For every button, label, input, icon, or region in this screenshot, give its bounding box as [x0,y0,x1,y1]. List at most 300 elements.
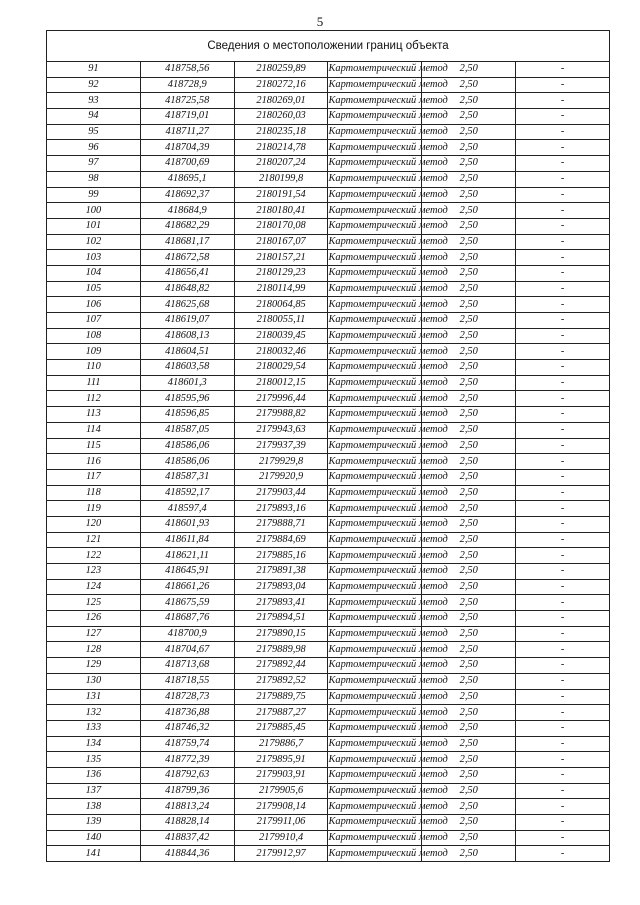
cell-method: Картометрический метод [328,595,422,611]
cell-note: - [516,548,610,564]
cell-coord-y: 2179892,44 [234,658,328,674]
cell-accuracy: 2,50 [422,579,516,595]
cell-accuracy: 2,50 [422,391,516,407]
cell-note: - [516,469,610,485]
cell-accuracy: 2,50 [422,62,516,78]
cell-method: Картометрический метод [328,830,422,846]
cell-coord-y: 2179884,69 [234,532,328,548]
cell-method: Картометрический метод [328,846,422,862]
cell-method: Картометрический метод [328,265,422,281]
cell-point-number: 129 [47,658,141,674]
cell-coord-y: 2179885,16 [234,548,328,564]
cell-coord-y: 2180214,78 [234,140,328,156]
cell-point-number: 97 [47,156,141,172]
cell-coord-y: 2180191,54 [234,187,328,203]
cell-method: Картометрический метод [328,548,422,564]
cell-point-number: 138 [47,799,141,815]
cell-coord-x: 418718,55 [140,673,234,689]
cell-coord-x: 418645,91 [140,564,234,580]
cell-coord-y: 2179911,06 [234,815,328,831]
cell-accuracy: 2,50 [422,156,516,172]
table-row [47,658,610,674]
cell-note: - [516,124,610,140]
cell-point-number: 139 [47,815,141,831]
cell-note: - [516,360,610,376]
table-row [47,548,610,564]
cell-note: - [516,344,610,360]
table-row [47,720,610,736]
cell-note: - [516,328,610,344]
cell-note: - [516,501,610,517]
cell-accuracy: 2,50 [422,344,516,360]
cell-note: - [516,281,610,297]
cell-note: - [516,109,610,125]
table-row [47,218,610,234]
cell-method: Картометрический метод [328,281,422,297]
cell-note: - [516,516,610,532]
cell-coord-x: 418597,4 [140,501,234,517]
cell-method: Картометрический метод [328,109,422,125]
cell-note: - [516,62,610,78]
cell-coord-x: 418695,1 [140,171,234,187]
cell-coord-x: 418656,41 [140,265,234,281]
cell-note: - [516,234,610,250]
cell-method: Картометрический метод [328,815,422,831]
cell-method: Картометрический метод [328,626,422,642]
cell-note: - [516,799,610,815]
cell-coord-x: 418603,58 [140,360,234,376]
table-row [47,93,610,109]
cell-accuracy: 2,50 [422,516,516,532]
cell-coord-y: 2179937,39 [234,438,328,454]
cell-accuracy: 2,50 [422,313,516,329]
cell-coord-y: 2179893,41 [234,595,328,611]
cell-accuracy: 2,50 [422,767,516,783]
cell-method: Картометрический метод [328,501,422,517]
cell-coord-y: 2179885,45 [234,720,328,736]
table-row [47,830,610,846]
cell-accuracy: 2,50 [422,203,516,219]
cell-coord-x: 418619,07 [140,313,234,329]
cell-coord-y: 2179903,44 [234,485,328,501]
cell-accuracy: 2,50 [422,815,516,831]
cell-accuracy: 2,50 [422,642,516,658]
cell-coord-y: 2180064,85 [234,297,328,313]
cell-coord-y: 2180259,89 [234,62,328,78]
cell-accuracy: 2,50 [422,469,516,485]
cell-point-number: 113 [47,407,141,423]
table-row [47,265,610,281]
table-row [47,595,610,611]
cell-coord-y: 2179903,91 [234,767,328,783]
table-row [47,564,610,580]
cell-accuracy: 2,50 [422,407,516,423]
cell-coord-x: 418700,69 [140,156,234,172]
cell-coord-x: 418728,73 [140,689,234,705]
cell-method: Картометрический метод [328,611,422,627]
cell-accuracy: 2,50 [422,485,516,501]
cell-accuracy: 2,50 [422,77,516,93]
cell-coord-y: 2180157,21 [234,250,328,266]
boundary-table-frame [46,30,610,862]
cell-coord-y: 2180055,11 [234,313,328,329]
cell-accuracy: 2,50 [422,595,516,611]
cell-method: Картометрический метод [328,658,422,674]
cell-coord-y: 2179893,16 [234,501,328,517]
cell-method: Картометрический метод [328,767,422,783]
cell-coord-x: 418792,63 [140,767,234,783]
cell-point-number: 115 [47,438,141,454]
cell-point-number: 119 [47,501,141,517]
cell-coord-x: 418672,58 [140,250,234,266]
cell-note: - [516,752,610,768]
cell-method: Картометрический метод [328,156,422,172]
cell-note: - [516,626,610,642]
cell-method: Картометрический метод [328,579,422,595]
table-row [47,673,610,689]
cell-point-number: 136 [47,767,141,783]
cell-method: Картометрический метод [328,203,422,219]
cell-coord-x: 418736,88 [140,705,234,721]
cell-coord-x: 418586,06 [140,438,234,454]
cell-coord-y: 2179888,71 [234,516,328,532]
cell-note: - [516,391,610,407]
cell-coord-y: 2179988,82 [234,407,328,423]
cell-accuracy: 2,50 [422,830,516,846]
cell-point-number: 108 [47,328,141,344]
cell-coord-x: 418746,32 [140,720,234,736]
cell-method: Картометрический метод [328,642,422,658]
cell-coord-y: 2179891,38 [234,564,328,580]
cell-coord-y: 2179892,52 [234,673,328,689]
cell-note: - [516,658,610,674]
cell-method: Картометрический метод [328,391,422,407]
cell-method: Картометрический метод [328,532,422,548]
cell-point-number: 93 [47,93,141,109]
table-row [47,579,610,595]
cell-note: - [516,93,610,109]
cell-point-number: 98 [47,171,141,187]
cell-method: Картометрический метод [328,407,422,423]
table-row [47,391,610,407]
cell-method: Картометрический метод [328,516,422,532]
cell-point-number: 111 [47,375,141,391]
cell-coord-y: 2179996,44 [234,391,328,407]
cell-coord-x: 418595,96 [140,391,234,407]
table-row [47,234,610,250]
cell-coord-y: 2179912,97 [234,846,328,862]
table-row [47,469,610,485]
cell-coord-y: 2180272,16 [234,77,328,93]
cell-coord-y: 2180012,15 [234,375,328,391]
cell-coord-y: 2180114,99 [234,281,328,297]
boundary-points-table [46,30,610,862]
cell-accuracy: 2,50 [422,422,516,438]
cell-accuracy: 2,50 [422,752,516,768]
cell-point-number: 118 [47,485,141,501]
cell-coord-y: 2180029,54 [234,360,328,376]
cell-method: Картометрический метод [328,720,422,736]
table-row [47,611,610,627]
cell-coord-y: 2180260,03 [234,109,328,125]
cell-method: Картометрический метод [328,218,422,234]
cell-point-number: 92 [47,77,141,93]
cell-note: - [516,830,610,846]
cell-coord-x: 418596,85 [140,407,234,423]
table-row [47,140,610,156]
cell-accuracy: 2,50 [422,328,516,344]
page-number: 5 [316,14,324,29]
cell-coord-x: 418625,68 [140,297,234,313]
cell-note: - [516,846,610,862]
cell-point-number: 102 [47,234,141,250]
cell-note: - [516,297,610,313]
cell-coord-x: 418592,17 [140,485,234,501]
cell-point-number: 125 [47,595,141,611]
cell-accuracy: 2,50 [422,234,516,250]
table-row [47,752,610,768]
cell-method: Картометрический метод [328,485,422,501]
cell-note: - [516,532,610,548]
cell-point-number: 123 [47,564,141,580]
table-row [47,454,610,470]
cell-note: - [516,454,610,470]
cell-note: - [516,720,610,736]
cell-method: Картометрический метод [328,375,422,391]
table-row [47,297,610,313]
cell-coord-x: 418601,93 [140,516,234,532]
cell-accuracy: 2,50 [422,454,516,470]
cell-coord-y: 2180170,08 [234,218,328,234]
cell-point-number: 127 [47,626,141,642]
cell-accuracy: 2,50 [422,124,516,140]
table-row [47,187,610,203]
cell-coord-x: 418684,9 [140,203,234,219]
cell-coord-x: 418844,36 [140,846,234,862]
table-row [47,328,610,344]
cell-point-number: 122 [47,548,141,564]
cell-note: - [516,642,610,658]
table-row [47,532,610,548]
cell-point-number: 120 [47,516,141,532]
cell-coord-y: 2180207,24 [234,156,328,172]
cell-note: - [516,485,610,501]
table-row [47,313,610,329]
cell-coord-x: 418611,84 [140,532,234,548]
cell-accuracy: 2,50 [422,689,516,705]
cell-note: - [516,595,610,611]
cell-point-number: 124 [47,579,141,595]
cell-coord-x: 418713,68 [140,658,234,674]
table-row [47,422,610,438]
cell-coord-y: 2179893,04 [234,579,328,595]
cell-coord-x: 418711,27 [140,124,234,140]
table-row [47,156,610,172]
cell-coord-x: 418587,05 [140,422,234,438]
cell-point-number: 107 [47,313,141,329]
cell-accuracy: 2,50 [422,626,516,642]
table-row [47,626,610,642]
table-row [47,846,610,862]
cell-point-number: 131 [47,689,141,705]
cell-point-number: 128 [47,642,141,658]
cell-accuracy: 2,50 [422,611,516,627]
cell-coord-y: 2179908,14 [234,799,328,815]
cell-point-number: 109 [47,344,141,360]
cell-point-number: 140 [47,830,141,846]
cell-accuracy: 2,50 [422,564,516,580]
cell-point-number: 114 [47,422,141,438]
cell-coord-y: 2179905,6 [234,783,328,799]
cell-note: - [516,171,610,187]
cell-point-number: 133 [47,720,141,736]
cell-method: Картометрический метод [328,250,422,266]
cell-accuracy: 2,50 [422,736,516,752]
cell-point-number: 106 [47,297,141,313]
cell-point-number: 130 [47,673,141,689]
cell-accuracy: 2,50 [422,171,516,187]
cell-accuracy: 2,50 [422,438,516,454]
cell-accuracy: 2,50 [422,218,516,234]
cell-coord-x: 418728,9 [140,77,234,93]
cell-method: Картометрический метод [328,234,422,250]
cell-method: Картометрический метод [328,328,422,344]
table-row [47,705,610,721]
cell-accuracy: 2,50 [422,720,516,736]
cell-note: - [516,250,610,266]
cell-coord-y: 2179889,75 [234,689,328,705]
table-row [47,501,610,517]
table-row [47,375,610,391]
table-row [47,77,610,93]
table-row [47,360,610,376]
cell-coord-y: 2179895,91 [234,752,328,768]
cell-method: Картометрический метод [328,454,422,470]
cell-method: Картометрический метод [328,799,422,815]
cell-coord-y: 2179943,63 [234,422,328,438]
cell-accuracy: 2,50 [422,297,516,313]
cell-coord-y: 2179920,9 [234,469,328,485]
cell-note: - [516,705,610,721]
cell-note: - [516,187,610,203]
cell-point-number: 103 [47,250,141,266]
cell-coord-x: 418692,37 [140,187,234,203]
cell-point-number: 91 [47,62,141,78]
cell-note: - [516,313,610,329]
cell-method: Картометрический метод [328,62,422,78]
cell-point-number: 117 [47,469,141,485]
cell-point-number: 116 [47,454,141,470]
cell-coord-x: 418604,51 [140,344,234,360]
cell-note: - [516,77,610,93]
table-row [47,407,610,423]
cell-accuracy: 2,50 [422,250,516,266]
cell-accuracy: 2,50 [422,532,516,548]
cell-accuracy: 2,50 [422,783,516,799]
cell-point-number: 95 [47,124,141,140]
cell-coord-y: 2180269,01 [234,93,328,109]
cell-coord-y: 2180235,18 [234,124,328,140]
cell-method: Картометрический метод [328,564,422,580]
cell-method: Картометрический метод [328,297,422,313]
cell-point-number: 101 [47,218,141,234]
cell-accuracy: 2,50 [422,548,516,564]
cell-method: Картометрический метод [328,736,422,752]
table-row [47,485,610,501]
cell-coord-y: 2179890,15 [234,626,328,642]
cell-coord-x: 418681,17 [140,234,234,250]
table-row [47,109,610,125]
table-row [47,516,610,532]
cell-coord-x: 418813,24 [140,799,234,815]
cell-method: Картометрический метод [328,171,422,187]
table-row [47,783,610,799]
cell-note: - [516,689,610,705]
cell-method: Картометрический метод [328,422,422,438]
cell-method: Картометрический метод [328,689,422,705]
cell-coord-x: 418586,06 [140,454,234,470]
cell-coord-x: 418621,11 [140,548,234,564]
table-row [47,642,610,658]
cell-coord-y: 2179889,98 [234,642,328,658]
cell-accuracy: 2,50 [422,673,516,689]
cell-accuracy: 2,50 [422,705,516,721]
cell-coord-x: 418682,29 [140,218,234,234]
cell-coord-x: 418675,59 [140,595,234,611]
cell-method: Картометрический метод [328,313,422,329]
cell-coord-y: 2179886,7 [234,736,328,752]
cell-accuracy: 2,50 [422,501,516,517]
cell-coord-y: 2180167,07 [234,234,328,250]
cell-coord-x: 418648,82 [140,281,234,297]
cell-note: - [516,438,610,454]
cell-coord-y: 2180129,23 [234,265,328,281]
cell-point-number: 96 [47,140,141,156]
cell-accuracy: 2,50 [422,187,516,203]
cell-coord-y: 2180199,8 [234,171,328,187]
table-title-row [47,31,610,62]
cell-note: - [516,736,610,752]
cell-coord-x: 418661,26 [140,579,234,595]
cell-coord-x: 418837,42 [140,830,234,846]
cell-accuracy: 2,50 [422,281,516,297]
cell-note: - [516,375,610,391]
cell-coord-x: 418772,39 [140,752,234,768]
table-row [47,689,610,705]
table-row [47,344,610,360]
cell-note: - [516,407,610,423]
table-row [47,438,610,454]
cell-accuracy: 2,50 [422,265,516,281]
cell-coord-x: 418704,39 [140,140,234,156]
cell-method: Картометрический метод [328,752,422,768]
cell-note: - [516,783,610,799]
cell-point-number: 137 [47,783,141,799]
cell-method: Картометрический метод [328,93,422,109]
table-row [47,281,610,297]
cell-method: Картометрический метод [328,360,422,376]
cell-note: - [516,265,610,281]
cell-method: Картометрический метод [328,140,422,156]
table-row [47,124,610,140]
table-row [47,767,610,783]
cell-point-number: 135 [47,752,141,768]
cell-point-number: 141 [47,846,141,862]
cell-accuracy: 2,50 [422,93,516,109]
cell-accuracy: 2,50 [422,799,516,815]
cell-coord-x: 418725,58 [140,93,234,109]
cell-note: - [516,156,610,172]
